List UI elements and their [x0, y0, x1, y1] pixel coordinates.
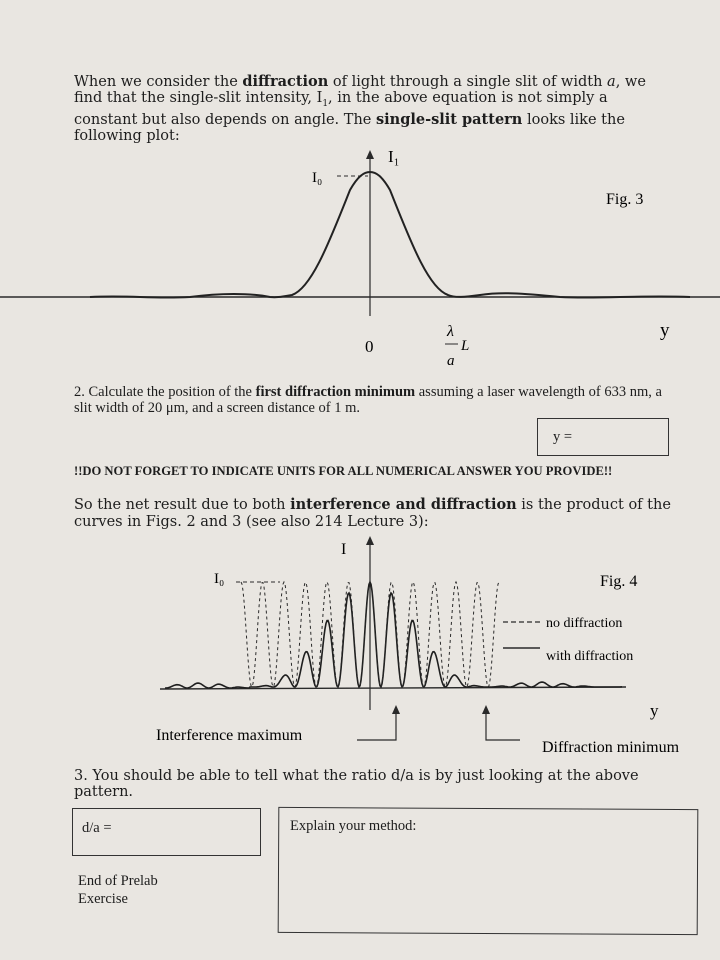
fig3-min-L: L: [461, 338, 470, 354]
fig4-curves-group: [165, 582, 622, 688]
fig4-figure-label: Fig. 4: [600, 573, 638, 590]
fig3-peak-label: I₀: [312, 170, 323, 186]
diffraction-min-arrow: [486, 712, 520, 740]
fig4-x-label: y: [650, 701, 659, 720]
legend-no-diffraction: no diffraction: [546, 616, 623, 631]
fig3-min-lambda: λ: [447, 323, 454, 340]
fig3-intensity-curve: [90, 172, 690, 298]
fig4-peak-label: I₀: [214, 571, 225, 587]
with-diffraction-curve: [165, 582, 622, 688]
interference-max-arrow: [357, 712, 396, 740]
net-result-paragraph: So the net result due to both interference and diffraction is the product of the curves in Figs. 2 and 3 (see also 214 Lecture 3):: [74, 496, 671, 530]
fig3-origin-label: 0: [365, 337, 374, 356]
question2-text: 2. Calculate the position of the first diffraction minimum assuming a laser wavelength of 633 nm, a slit width of 20 μm, and a screen distance of 1 m.: [74, 384, 662, 416]
y-answer-label: y =: [553, 429, 573, 445]
interference-max-label: Interference maximum: [156, 727, 303, 744]
fig3-single-slit-plot: [0, 140, 720, 380]
fig4-y-label: I: [341, 541, 347, 558]
fig3-figure-label: Fig. 3: [606, 191, 644, 208]
legend-with-diffraction: with diffraction: [546, 649, 634, 664]
fig4-y-arrowhead: [366, 536, 374, 545]
diffraction-min-arrowhead: [482, 705, 490, 714]
fig4-combined-pattern-plot: [0, 530, 720, 760]
fig3-y-arrowhead: [366, 150, 374, 159]
ratio-answer-label: d/a =: [82, 820, 112, 836]
fig3-x-label: y: [660, 320, 670, 341]
fig3-y-label: I₁: [388, 147, 400, 166]
interference-max-arrowhead: [392, 705, 400, 714]
intro-paragraph: When we consider the diffraction of light through a single slit of width a, we find that the single-slit intensity, $I_1$, in the above equation is not simply a constant but also depends on angle. The single-slit pattern looks like the following plot:: [74, 73, 646, 144]
question3-text: 3. You should be able to tell what the ratio d/a is by just looking at the above pattern.: [74, 768, 639, 800]
diffraction-min-label: Diffraction minimum: [542, 739, 680, 756]
end-of-prelab: End of Prelab Exercise: [78, 873, 158, 907]
units-warning: !!DO NOT FORGET TO INDICATE UNITS FOR ALL NUMERICAL ANSWER YOU PROVIDE!!: [74, 464, 613, 478]
fig3-min-a: a: [447, 353, 455, 369]
explain-method-label: Explain your method:: [290, 818, 417, 834]
